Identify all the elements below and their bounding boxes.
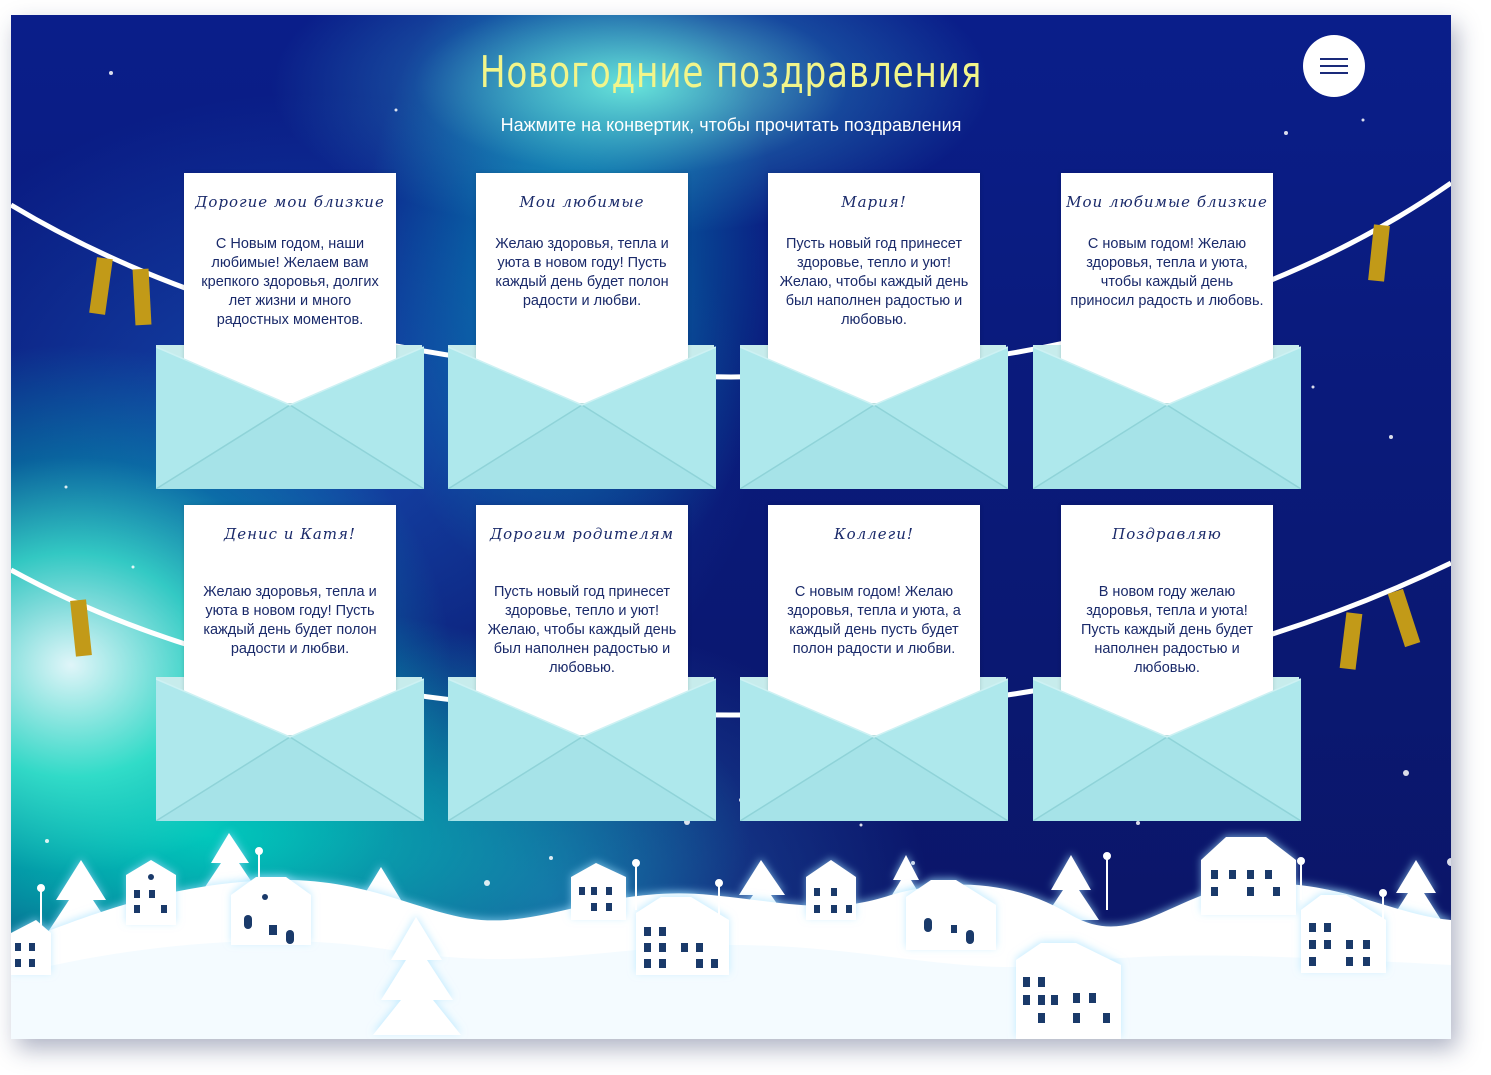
page-subtitle: Нажмите на конвертик, чтобы прочитать поздравления [500,115,962,135]
letter-title: Денис и Катя! [224,525,356,543]
letter-text: С новым годом! Желаю здоровья, тепла и уюта, чтобы каждый день приносил радость и любовь. [1070,236,1264,309]
letter-text: Пусть новый год принесет здоровье, тепло и уют! Желаю, чтобы каждый день был наполнен радостью и любовью. [779,236,969,328]
winter-village-illustration [11,15,1451,1039]
letter-title: Мои любимые [519,193,645,211]
letter-title: Дорогим родителям [489,525,675,543]
letter-text: Желаю здоровья, тепла и уюта в новом году! Пусть каждый день будет полон радости и любви. [495,236,669,309]
letter-title: Дорогие мои близкие [195,193,385,211]
letter-title: Поздравляю [1112,525,1222,543]
letter-title: Мои любимые близкие [1066,193,1268,211]
letter-title: Мария! [841,193,907,211]
letter-text: С новым годом! Желаю здоровья, тепла и уюта, а каждый день пусть будет полон радости и любви. [787,584,961,657]
letter-text: Желаю здоровья, тепла и уюта в новом году! Пусть каждый день будет полон радости и любви. [203,584,377,657]
letter-text: С Новым годом, наши любимые! Желаем вам крепкого здоровья, долгих лет жизни и много радостных моментов. [201,236,379,328]
page-title: Новогодние поздравления [479,47,983,98]
greeting-page [11,15,1451,1039]
letter-text: Пусть новый год принесет здоровье, тепло и уют! Желаю, чтобы каждый день был наполнен радостью и любовью. [487,584,677,676]
letter-text: В новом году желаю здоровья, тепла и уюта! Пусть каждый день будет наполнен радостью и любовью. [1081,584,1253,676]
letter-title: Коллеги! [834,525,914,543]
